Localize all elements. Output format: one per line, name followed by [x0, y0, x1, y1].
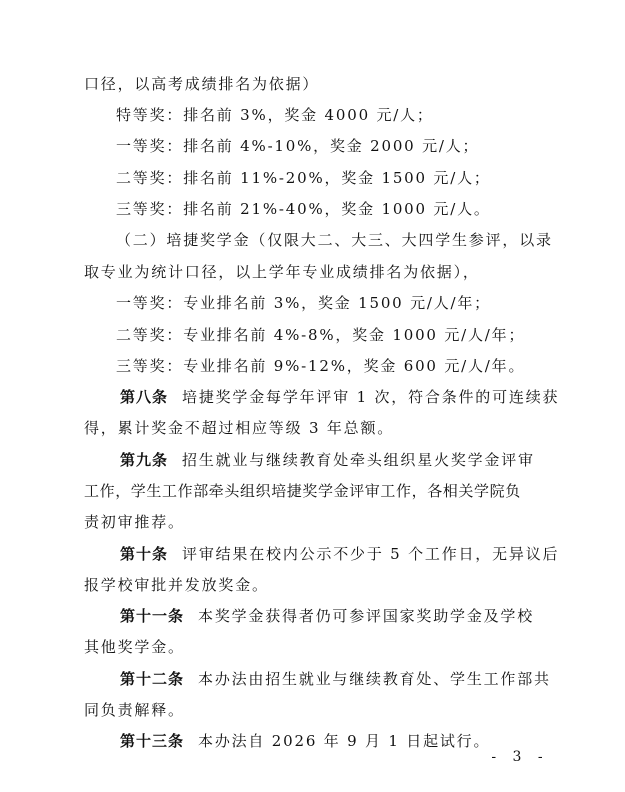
article-12 — [0, 664, 625, 694]
peijie-award-first: 一等奖：专业排名前 3%，奖金 1500 元/人/年； — [116, 294, 491, 312]
article-text: 本办法自 2026 年 9 月 1 日起试行。 — [198, 732, 491, 750]
article-11 — [0, 601, 625, 631]
article-10 — [0, 539, 625, 569]
peijie-award-third: 三等奖：专业排名前 9%-12%，奖金 600 元/人/年。 — [116, 357, 526, 375]
article-label: 第八条 — [120, 388, 169, 406]
article-text: 本奖学金获得者仍可参评国家奖助学金及学校 — [198, 607, 535, 625]
text-line: 取专业为统计口径，以上学年专业成绩排名为依据）， — [84, 263, 480, 281]
article-label: 第十条 — [120, 545, 169, 563]
award-line-first: 一等奖：排名前 4%-10%，奖金 2000 元/人； — [116, 137, 480, 155]
article-label: 第十二条 — [120, 670, 185, 688]
article-label: 第九条 — [120, 451, 169, 469]
article-label: 第十一条 — [120, 607, 185, 625]
text-line: 责初审推荐。 — [84, 513, 185, 531]
award-line-special: 特等奖：排名前 3%，奖金 4000 元/人； — [116, 106, 434, 124]
award-line-third: 三等奖：排名前 21%-40%，奖金 1000 元/人。 — [116, 200, 491, 218]
text-line: 得，累计奖金不超过相应等级 3 年总额。 — [84, 419, 395, 437]
article-9 — [0, 445, 625, 475]
article-label: 第十三条 — [120, 732, 185, 750]
article-text: 本办法由招生就业与继续教育处、学生工作部共 — [198, 670, 551, 688]
text-line: 口径，以高考成绩排名为依据） — [84, 75, 320, 93]
article-text: 培捷奖学金每学年评审 1 次，符合条件的可连续获 — [182, 388, 560, 406]
article-8 — [0, 382, 625, 412]
article-text: 评审结果在校内公示不少于 5 个工作日，无异议后 — [182, 545, 560, 563]
text-line: 工作，学生工作部牵头组织培捷奖学金评审工作，各相关学院负 — [84, 482, 521, 500]
article-text: 招生就业与继续教育处牵头组织星火奖学金评审 — [182, 451, 535, 469]
text-line: 其他奖学金。 — [84, 638, 185, 656]
section-heading: （二）培捷奖学金（仅限大二、大三、大四学生参评，以录 — [116, 231, 553, 249]
page-number: - 3 - — [491, 749, 549, 765]
peijie-award-second: 二等奖：专业排名前 4%-8%，奖金 1000 元/人/年； — [116, 326, 526, 344]
text-line: 报学校审批并发放奖金。 — [84, 576, 269, 594]
text-line: 同负责解释。 — [84, 701, 185, 719]
award-line-second: 二等奖：排名前 11%-20%，奖金 1500 元/人； — [116, 169, 491, 187]
